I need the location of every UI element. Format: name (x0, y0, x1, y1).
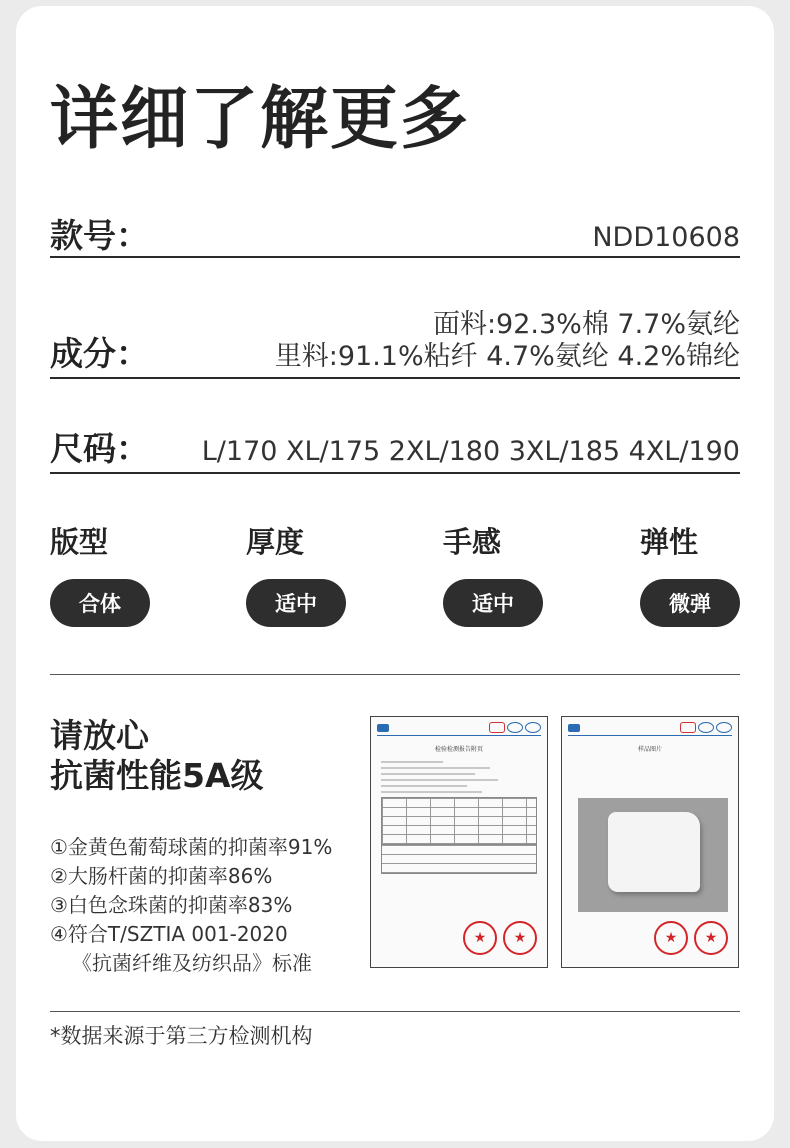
data-source-footnote: *数据来源于第三方检测机构 (50, 1024, 313, 1048)
report-header-line (377, 735, 541, 736)
cma-mark-icon (489, 722, 505, 733)
report-header (371, 717, 547, 735)
report-table-footer (381, 845, 537, 874)
divider-specs (50, 674, 740, 675)
spec-fit-badge: 合体 (50, 579, 150, 627)
red-seal-icon: ★ (654, 921, 688, 955)
spec-feel-badge: 适中 (443, 579, 543, 627)
spec-thickness-badge: 适中 (246, 579, 346, 627)
cma-mark-icon (680, 722, 696, 733)
antibacterial-heading-line2: 抗菌性能5A级 (50, 755, 264, 795)
divider-model (50, 256, 740, 258)
spec-elasticity-label: 弹性 (640, 525, 699, 559)
model-value: NDD10608 (592, 222, 740, 253)
test-report-image (370, 716, 548, 968)
list-item: ③白色念珠菌的抑菌率83% (50, 893, 293, 917)
divider-footnote (50, 1011, 740, 1012)
cert-marks (489, 722, 541, 733)
spec-elasticity (640, 525, 740, 627)
lab-logo (568, 724, 580, 732)
list-item: ④符合T/SZTIA 001-2020 (50, 922, 288, 946)
cert-marks (680, 722, 732, 733)
report-title: 样品图片 (637, 746, 662, 753)
spec-elasticity-badge: 微弹 (640, 579, 740, 627)
lab-logo-icon (377, 724, 389, 732)
antibacterial-heading-line1: 请放心 (50, 716, 149, 755)
spec-feel (443, 525, 543, 627)
size-label: 尺码： (50, 429, 149, 468)
list-item: ②大肠杆菌的抑菌率86% (50, 864, 273, 888)
spec-fit-label: 版型 (50, 525, 109, 559)
divider-size (50, 472, 740, 474)
red-seal-icon: ★ (503, 921, 537, 955)
lab-logo-icon (568, 724, 580, 732)
divider-composition (50, 377, 740, 379)
red-seal-icon: ★ (694, 921, 728, 955)
lab-logo (377, 724, 389, 732)
list-item: 《抗菌纤维及纺织品》标准 (72, 951, 312, 975)
composition-lining: 里料:91.1%粘纤 4.7%氨纶 4.2%锦纶 (274, 341, 740, 372)
spec-thickness-label: 厚度 (246, 525, 305, 559)
composition-label: 成分： (50, 334, 149, 373)
model-label: 款号： (50, 216, 149, 255)
cnas-mark-icon (525, 722, 541, 733)
spec-thickness (246, 525, 346, 627)
antibacterial-heading (50, 716, 264, 795)
red-seal-icon: ★ (463, 921, 497, 955)
sample-photo (578, 798, 728, 912)
cnas-mark-icon (716, 722, 732, 733)
report-header (562, 717, 738, 735)
list-item: ①金黄色葡萄球菌的抑菌率91% (50, 835, 333, 859)
page-title: 详细了解更多 (50, 80, 471, 159)
sample-photo-report-image (561, 716, 739, 968)
spec-fit (50, 525, 150, 627)
report-text-lines (381, 761, 537, 793)
antibacterial-list (50, 833, 332, 978)
fabric-sample-image (608, 812, 700, 892)
composition-outer: 面料:92.3%棉 7.7%氨纶 (432, 309, 740, 340)
ilac-mark-icon (698, 722, 714, 733)
report-table (381, 797, 537, 845)
spec-feel-label: 手感 (443, 525, 502, 559)
report-title: 检验检测报告附页 (434, 746, 483, 753)
report-header-line (568, 735, 732, 736)
size-value: L/170 XL/175 2XL/180 3XL/185 4XL/190 (201, 436, 740, 467)
ilac-mark-icon (507, 722, 523, 733)
